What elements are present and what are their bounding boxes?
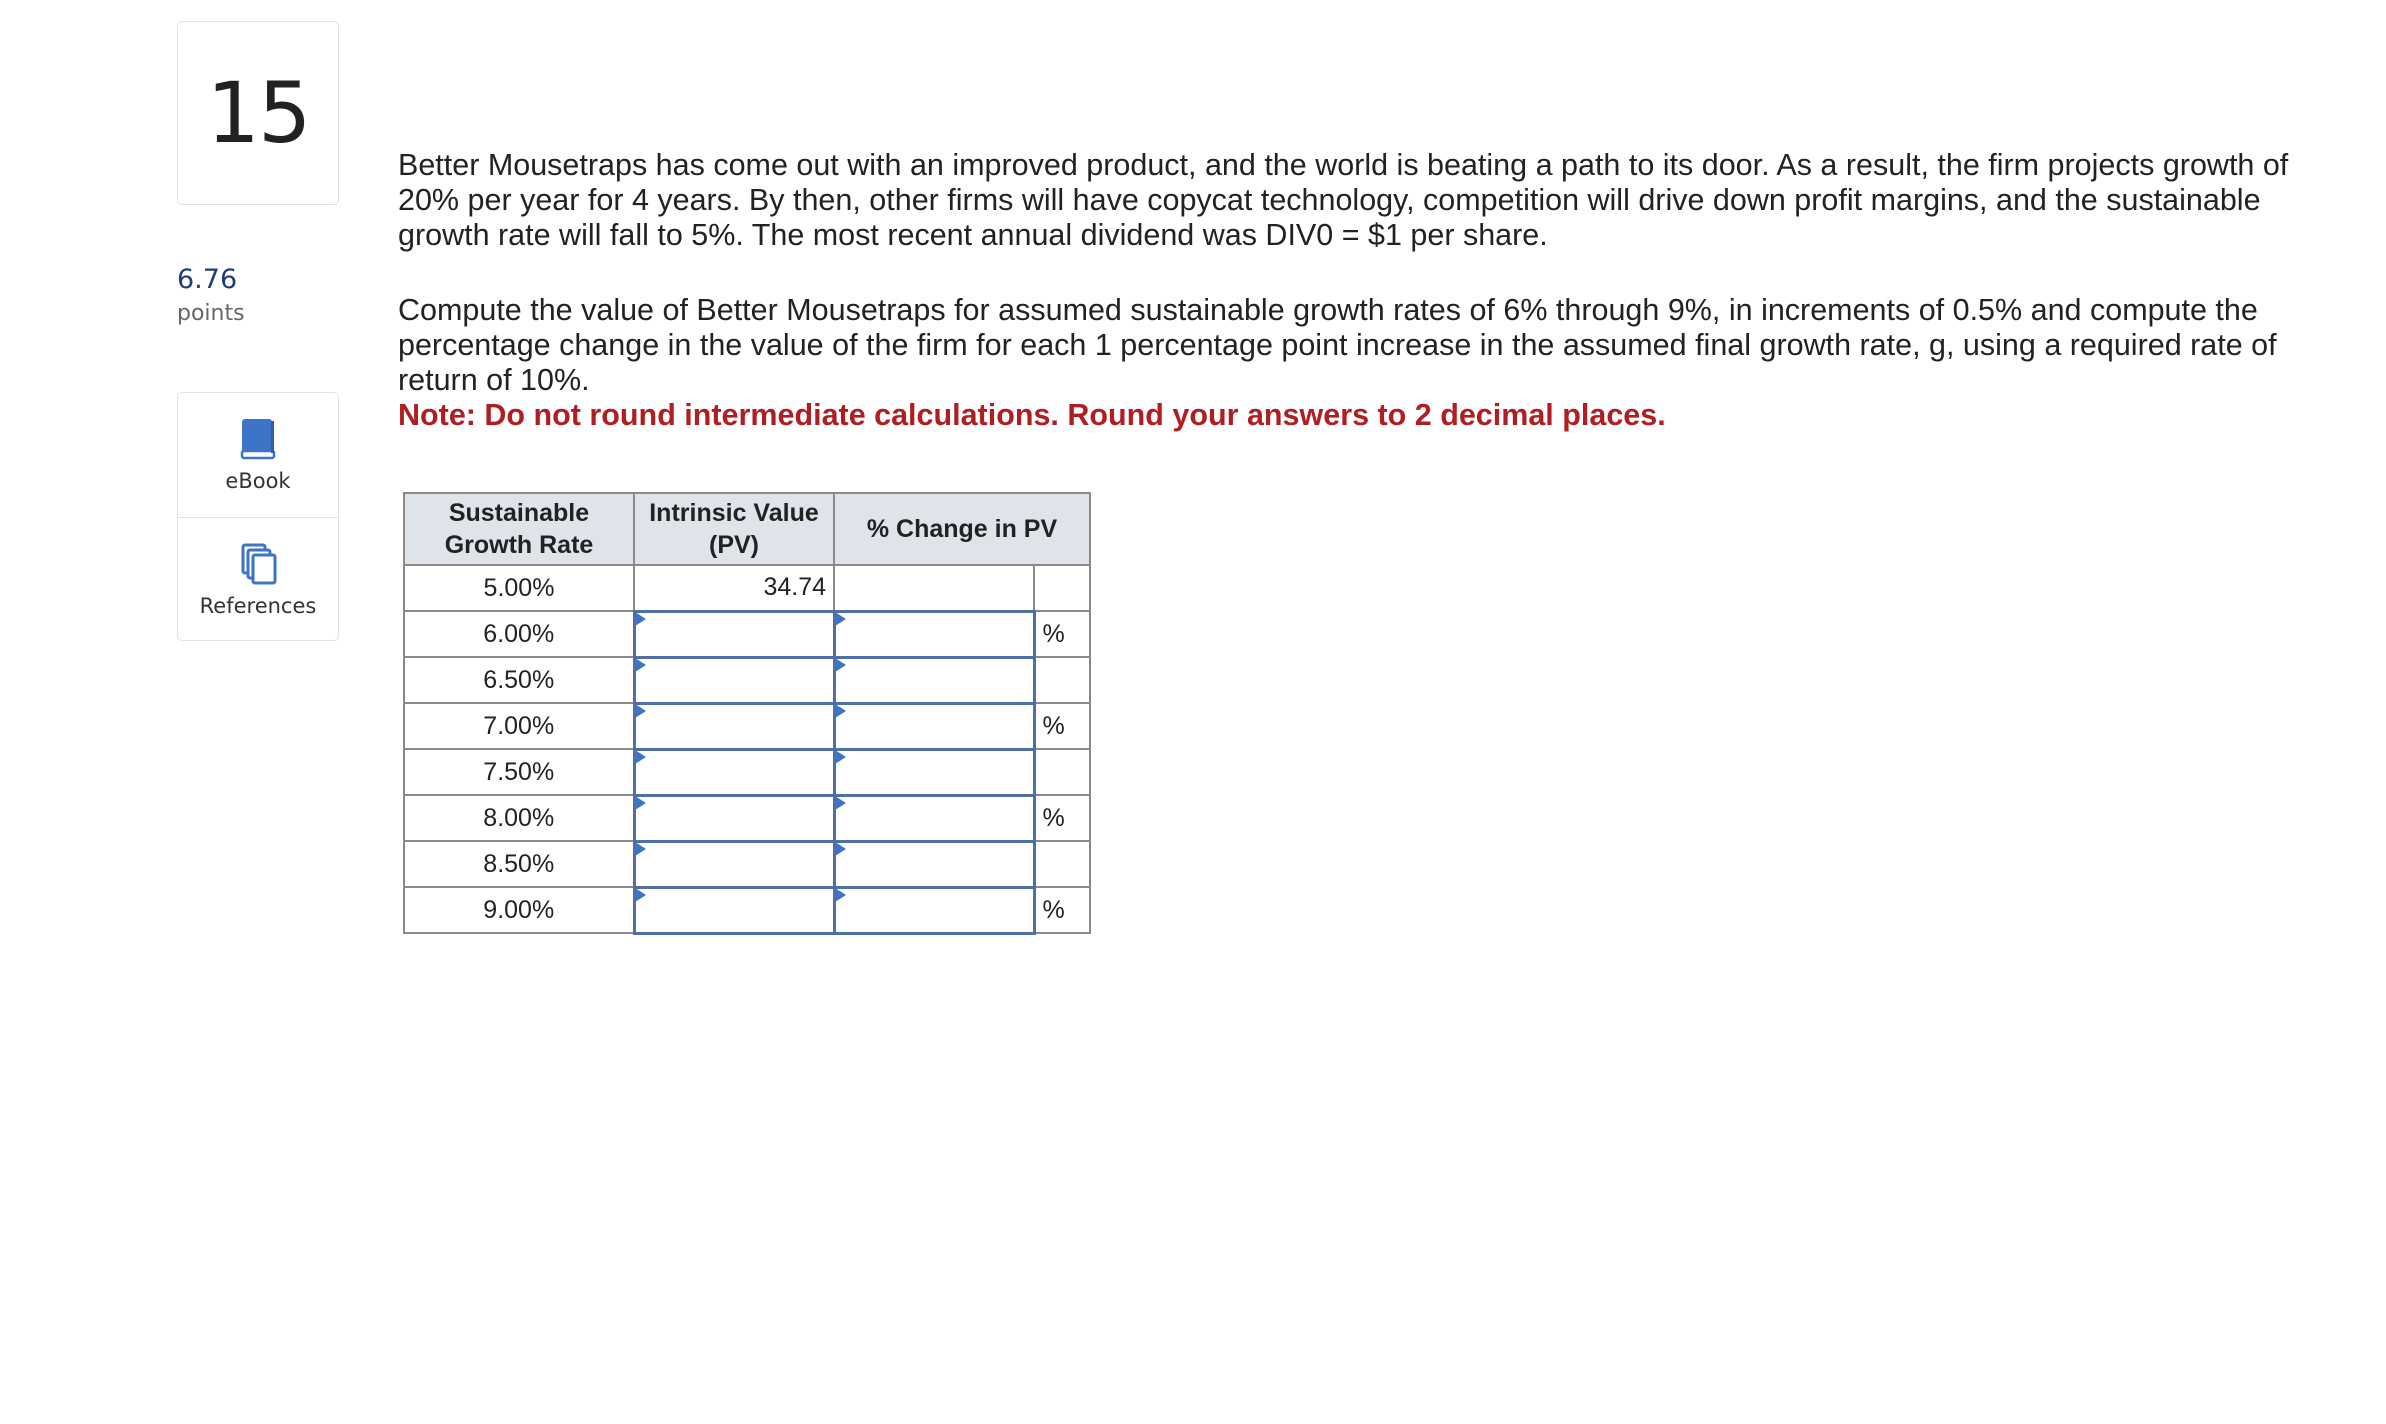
growth-rate-cell <box>404 841 634 887</box>
intrinsic-value-input[interactable] <box>636 659 833 702</box>
book-icon <box>238 417 278 461</box>
growth-rate-cell <box>404 887 634 933</box>
percent-unit: % <box>1034 887 1090 933</box>
intrinsic-value-cell <box>634 795 834 841</box>
intrinsic-value-input[interactable] <box>636 613 833 656</box>
question-number: 15 <box>206 64 310 162</box>
points-value: 6.76 <box>177 264 238 295</box>
percent-change-cell <box>834 841 1034 887</box>
answer-table <box>403 492 1091 935</box>
table-row <box>404 887 1090 933</box>
rounding-note: Note: Do not round intermediate calculations. Round your answers to 2 decimal places. <box>398 398 1666 432</box>
growth-rate-value: 6.50% <box>483 665 555 694</box>
question-number-card <box>177 21 339 205</box>
intrinsic-value-given: 34.74 <box>634 565 834 611</box>
percent-change-input[interactable] <box>836 889 1033 932</box>
percent-change-input[interactable] <box>836 751 1033 794</box>
header-intrinsic-value-line-1: Intrinsic Value <box>649 499 819 527</box>
table-row <box>404 795 1090 841</box>
percent-unit: % <box>1034 795 1090 841</box>
intrinsic-value-input[interactable] <box>636 797 833 840</box>
percent-change-cell <box>834 657 1034 703</box>
intrinsic-value-cell <box>634 657 834 703</box>
growth-rate-value: 5.00% <box>483 573 555 602</box>
question-paragraph-2: Compute the value of Better Mousetraps for assumed sustainable growth rates of 6% through 9%, in increments of 0.5% and compute the percentage change in the value of the firm for each 1 percentage point increase in the assumed final growth rate, g, using a required rate of return of 10%. <box>398 293 2277 397</box>
percent-unit: % <box>1034 611 1090 657</box>
intrinsic-value-input[interactable] <box>636 705 833 748</box>
percent-change-cell <box>834 887 1034 933</box>
header-growth-rate-line-2: Growth Rate <box>444 531 594 559</box>
header-intrinsic-value-line-2: (PV) <box>709 531 759 559</box>
growth-rate-value: 7.50% <box>483 757 555 786</box>
intrinsic-value-cell <box>634 841 834 887</box>
percent-change-cell <box>834 749 1034 795</box>
points-label: points <box>177 301 245 326</box>
percent-change-input[interactable] <box>836 659 1033 702</box>
growth-rate-value: 8.50% <box>483 849 555 878</box>
growth-rate-cell <box>404 657 634 703</box>
table-row <box>404 841 1090 887</box>
growth-rate-value: 6.00% <box>483 619 555 648</box>
question-text <box>398 148 2298 433</box>
intrinsic-value-cell <box>634 749 834 795</box>
growth-rate-cell <box>404 703 634 749</box>
percent-change-cell <box>834 795 1034 841</box>
percent-change-input[interactable] <box>836 613 1033 656</box>
intrinsic-value-cell <box>634 703 834 749</box>
table-header-row <box>404 493 1090 565</box>
table-row <box>404 657 1090 703</box>
references-button[interactable] <box>178 517 338 642</box>
header-intrinsic-value <box>634 493 834 565</box>
growth-rate-cell <box>404 611 634 657</box>
intrinsic-value-input[interactable] <box>636 889 833 932</box>
percent-change-cell <box>834 703 1034 749</box>
header-percent-change <box>834 493 1090 565</box>
copy-pages-icon <box>238 542 278 586</box>
header-growth-rate <box>404 493 634 565</box>
growth-rate-cell <box>404 749 634 795</box>
unit-cell <box>1034 749 1090 795</box>
percent-change-cell <box>834 565 1034 611</box>
percent-change-input[interactable] <box>836 797 1033 840</box>
header-percent-change-label: % Change in PV <box>866 515 1058 543</box>
growth-rate-cell <box>404 565 634 611</box>
tools-panel <box>177 392 339 641</box>
header-growth-rate-line-1: Sustainable <box>448 499 590 527</box>
growth-rate-value: 7.00% <box>483 711 555 740</box>
table-row <box>404 749 1090 795</box>
percent-change-input[interactable] <box>836 705 1033 748</box>
growth-rate-value: 8.00% <box>483 803 555 832</box>
table-row <box>404 611 1090 657</box>
percent-unit: % <box>1034 703 1090 749</box>
references-label: References <box>199 594 317 618</box>
unit-cell <box>1034 841 1090 887</box>
question-paragraph-1: Better Mousetraps has come out with an improved product, and the world is beating a path to its door. As a result, the firm projects growth of 20% per year for 4 years. By then, other firms will have copycat technology, competition will drive down profit margins, and the sustainable growth rate will fall to 5%. The most recent annual dividend was DIV0 = $1 per share. <box>398 148 2289 252</box>
growth-rate-cell <box>404 795 634 841</box>
intrinsic-value-input[interactable] <box>636 751 833 794</box>
intrinsic-value-cell <box>634 611 834 657</box>
percent-change-input[interactable] <box>836 843 1033 886</box>
intrinsic-value-input[interactable] <box>636 843 833 886</box>
table-row <box>404 703 1090 749</box>
ebook-button[interactable] <box>178 393 338 517</box>
ebook-label: eBook <box>225 469 291 493</box>
growth-rate-value: 9.00% <box>483 895 555 924</box>
percent-change-cell <box>834 611 1034 657</box>
intrinsic-value-cell <box>634 887 834 933</box>
unit-cell <box>1034 657 1090 703</box>
unit-cell <box>1034 565 1090 611</box>
table-row <box>404 565 1090 611</box>
